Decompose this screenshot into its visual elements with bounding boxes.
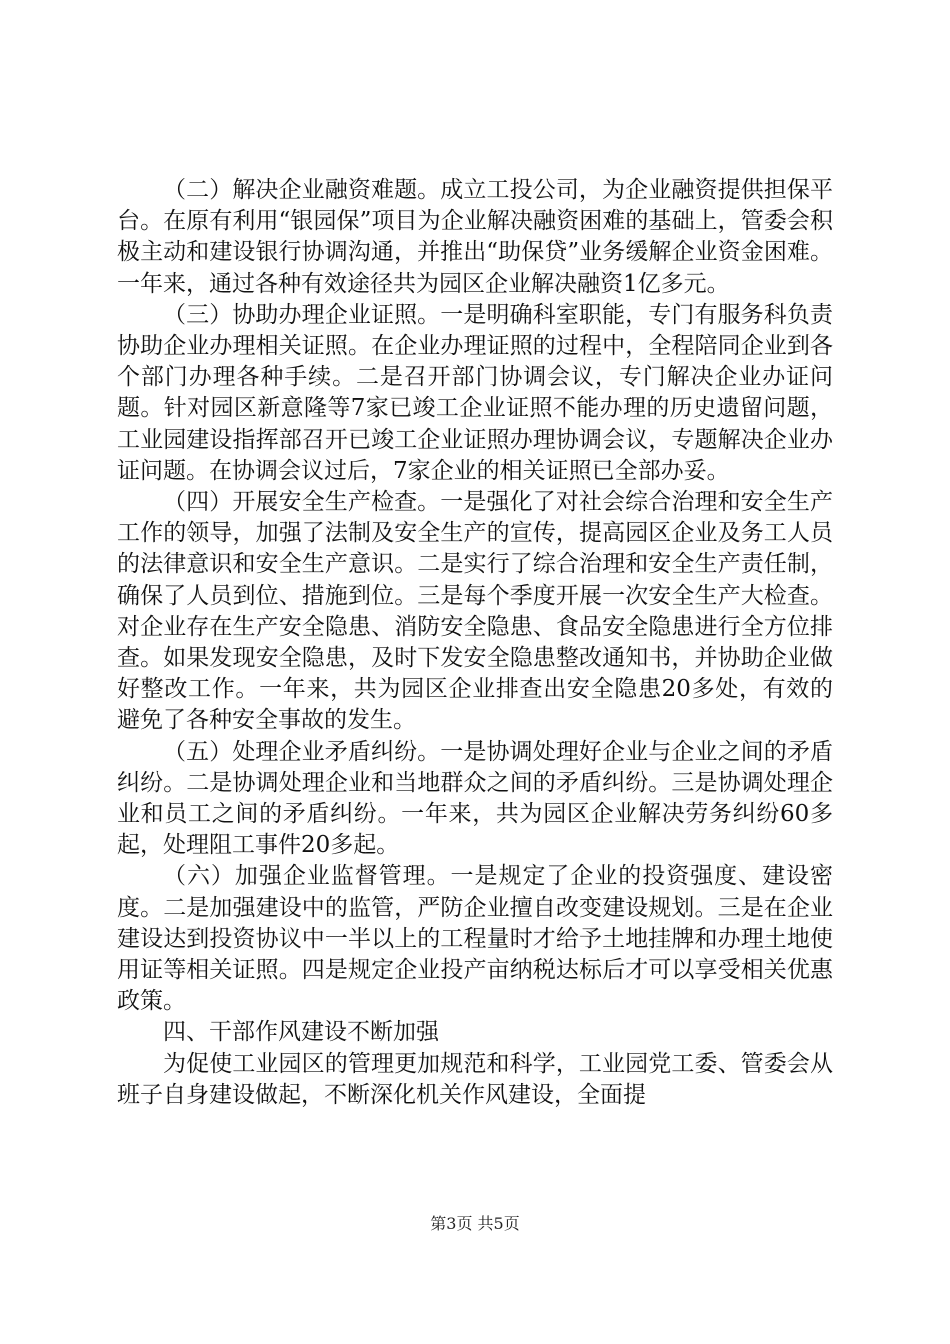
- page-number-footer: 第3页 共5页: [430, 1214, 520, 1233]
- paragraph-safety: （四）开展安全生产检查。一是强化了对社会综合治理和安全生产工作的领导，加强了法制及安全生产的宣传，提高园区企业及务工人员的法律意识和安全生产意识。二是实行了综合治理和安全生产责任制，确保了人员到位、措施到位。三是每个季度开展一次安全生产大检查。对企业存在生产安全隐患、消防安全隐患、食品安全隐患进行全方位排查。如果发现安全隐患，及时下发安全隐患整改通知书，并协助企业做好整改工作。一年来，共为园区企业排查出安全隐患20多处，有效的避免了各种安全事故的发生。: [117, 489, 833, 734]
- document-body: [117, 175, 833, 1111]
- paragraph-disputes: （五）处理企业矛盾纠纷。一是协调处理好企业与企业之间的矛盾纠纷。二是协调处理企业和当地群众之间的矛盾纠纷。三是协调处理企业和员工之间的矛盾纠纷。一年来，共为园区企业解决劳务纠纷60多起，处理阻工事件20多起。: [117, 738, 833, 859]
- paragraph-supervision: （六）加强企业监督管理。一是规定了企业的投资强度、建设密度。二是加强建设中的监管，严防企业擅自改变建设规划。三是在企业建设达到投资协议中一半以上的工程量时才给予土地挂牌和办理土地使用证等相关证照。四是规定企业投产亩纳税达标后才可以享受相关优惠政策。: [117, 863, 833, 1015]
- paragraph-licenses: （三）协助办理企业证照。一是明确科室职能，专门有服务科负责协助企业办理相关证照。在企业办理证照的过程中，全程陪同企业到各个部门办理各种手续。二是召开部门协调会议，专门解决企业办证问题。针对园区新意隆等7家已竣工企业证照不能办理的历史遗留问题，工业园建设指挥部召开已竣工企业证照办理协调会议，专题解决企业办证问题。在协调会议过后，7家企业的相关证照已全部办妥。: [117, 301, 833, 484]
- paragraph-financing: （二）解决企业融资难题。成立工投公司，为企业融资提供担保平台。在原有利用“银园保”项目为企业解决融资困难的基础上，管委会积极主动和建设银行协调沟通，并推出“助保贷”业务缓解企业资金困难。一年来，通过各种有效途径共为园区企业解决融资1亿多元。: [117, 177, 833, 297]
- paragraph-cadre-style: 为促使工业园区的管理更加规范和科学，工业园党工委、管委会从班子自身建设做起，不断深化机关作风建设，全面提: [117, 1050, 833, 1108]
- section-heading: 四、干部作风建设不断加强: [163, 1019, 439, 1046]
